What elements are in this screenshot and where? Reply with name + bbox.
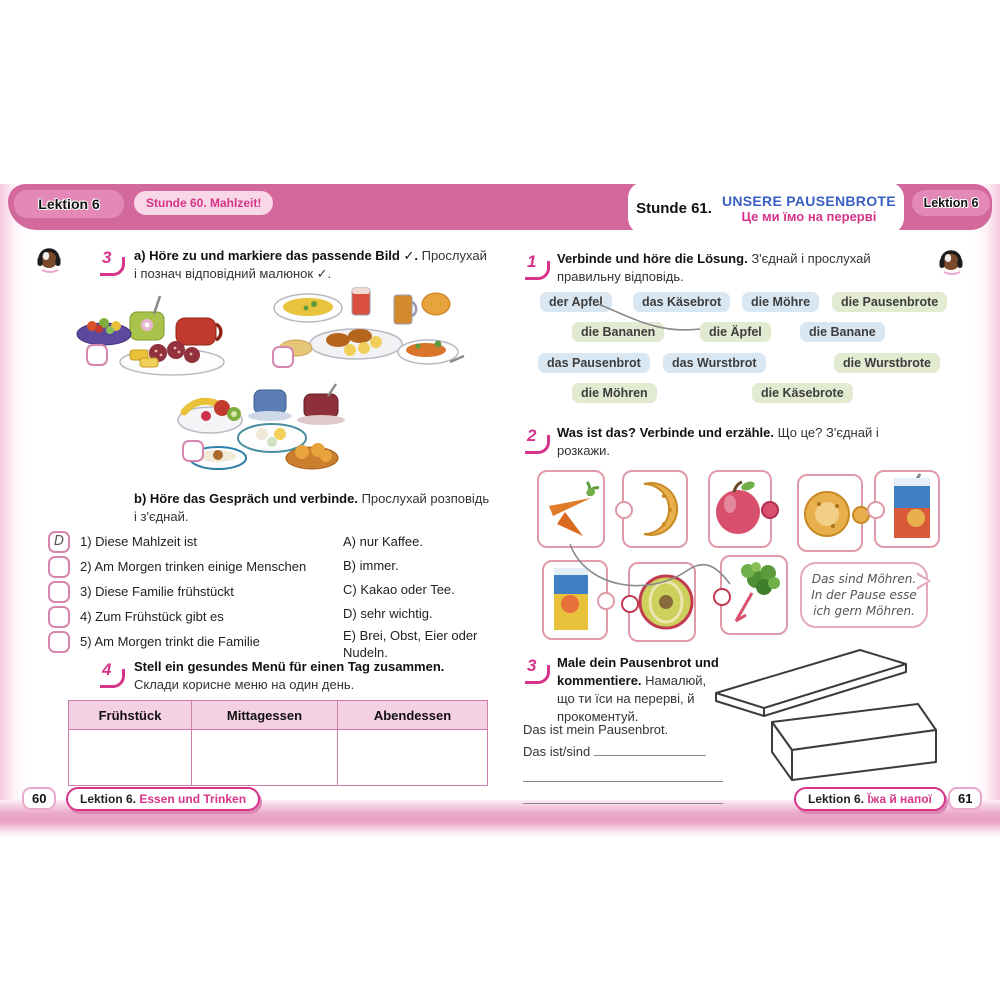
match-option-d[interactable]: D) sehr wichtig. [343, 606, 433, 621]
answer-box-3[interactable] [48, 581, 70, 603]
writing-blank-2[interactable] [523, 768, 723, 782]
task4-instruction-ukrainian: Склади корисне меню на один день. [134, 676, 355, 692]
task1-instruction-ukrainian: З'єднай і прослухай правильну відповідь. [557, 251, 871, 284]
task3a-instruction-german: a) Höre zu und markiere das passende Bild ✓. [134, 248, 418, 263]
task3b-instruction [134, 490, 492, 526]
menu-header-abendessen: Abendessen [337, 701, 487, 730]
menu-header-mittagessen: Mittagessen [192, 701, 338, 730]
task-number: 4 [102, 660, 112, 679]
task3-right-instruction-german: Male dein Pausenbrot und kommentiere. [557, 655, 719, 688]
task4-instruction-german: Stell ein gesundes Menü für einen Tag zusammen. [134, 659, 445, 674]
menu-cell-mittagessen[interactable] [192, 730, 338, 786]
sentence-line-2-text: Das ist/sind [523, 744, 591, 759]
task2-instruction-german: Was ist das? Verbinde und erzähle. [557, 425, 774, 440]
lesson-title-ukrainian: Це ми їмо на перерві [741, 208, 877, 224]
page-edge-left [0, 184, 26, 824]
writing-blank-1[interactable] [594, 742, 706, 756]
puzzle-piece-juicebox-top[interactable] [874, 470, 940, 548]
task-number: 2 [527, 426, 537, 445]
task1-instruction [557, 250, 887, 286]
footer-topic-label: Essen und Trinken [139, 792, 247, 806]
sentence-line-2 [523, 742, 706, 759]
match-option-a[interactable]: A) nur Kaffee. [343, 534, 423, 549]
match-option-b[interactable]: B) immer. [343, 558, 399, 573]
puzzle-piece-carrots[interactable] [537, 470, 605, 548]
task3-right-instruction-ukrainian: Намалюй, що ти їси на перерві, й прокоментуй. [557, 672, 707, 724]
match-item-2[interactable]: 2) Am Morgen trinken einige Menschen [80, 559, 307, 574]
match-option-e[interactable]: E) Brei, Obst, Eier oder Nudeln. [343, 628, 478, 660]
meal-image-supper [72, 288, 252, 380]
task3a-instruction [134, 247, 490, 283]
word-chip-die-bananen[interactable]: die Bananen [572, 322, 664, 342]
image-checkbox-1[interactable] [86, 344, 108, 366]
task1-instruction-german: Verbinde und höre die Lösung. [557, 251, 748, 266]
lektion-tab-right: Lektion 6 [912, 190, 990, 216]
lektion-tab-left: Lektion 6 [14, 190, 124, 218]
match-item-4[interactable]: 4) Zum Frühstück gibt es [80, 609, 224, 624]
menu-table [68, 700, 488, 786]
match-option-c[interactable]: C) Kakao oder Tee. [343, 582, 455, 597]
task-number: 3 [102, 248, 112, 267]
footer-right [794, 787, 946, 811]
word-chip-das-kaesebrot[interactable]: das Käsebrot [633, 292, 730, 312]
word-chip-die-banane[interactable]: die Banane [800, 322, 885, 342]
headphones-icon [36, 244, 62, 274]
task2-badge [523, 425, 549, 451]
task3a-instruction-ukrainian: Прослухай і познач відповідний малюнок ✓. [134, 248, 487, 281]
speech-bubble: Das sind Möhren. In der Pause esse ich gern Möhren. [800, 562, 928, 628]
image-checkbox-3[interactable] [182, 440, 204, 462]
word-chip-die-aepfel[interactable]: die Äpfel [700, 322, 771, 342]
lunchbox-drawing[interactable] [706, 638, 942, 788]
stunde-61-label: Stunde 61. [636, 199, 712, 217]
match-item-3[interactable]: 3) Diese Familie frühstückt [80, 584, 234, 599]
word-chip-die-wurstbrote[interactable]: die Wurstbrote [834, 353, 940, 373]
task1-badge [523, 251, 549, 277]
task-number: 1 [527, 252, 537, 271]
lesson-title-german: UNSERE PAUSENBROTE [721, 192, 896, 209]
answer-box-5[interactable] [48, 631, 70, 653]
word-chip-das-wurstbrot[interactable]: das Wurstbrot [663, 353, 766, 373]
word-chip-die-moehre[interactable]: die Möhre [742, 292, 819, 312]
task2-instruction [557, 424, 897, 460]
image-checkbox-2[interactable] [272, 346, 294, 368]
menu-cell-abendessen[interactable] [337, 730, 487, 786]
word-chip-die-pausenbrote[interactable]: die Pausenbrote [832, 292, 947, 312]
task4-badge [98, 659, 124, 685]
match-line-apfel [588, 300, 708, 338]
word-chip-die-kaesebrote[interactable]: die Käsebrote [752, 383, 853, 403]
page-number-left: 60 [22, 787, 56, 810]
word-chip-der-apfel[interactable]: der Apfel [540, 292, 612, 312]
puzzle-piece-cookie[interactable] [797, 474, 863, 552]
menu-header-fruehstueck: Frühstück [69, 701, 192, 730]
menu-cell-fruehstueck[interactable] [69, 730, 192, 786]
task2-instruction-ukrainian: Що це? З'єднай і розкажи. [557, 425, 879, 458]
writing-blank-3[interactable] [523, 790, 723, 804]
puzzle-piece-bread[interactable] [622, 470, 688, 548]
footer-lektion-label: Lektion 6. [80, 792, 137, 806]
stunde-60-pill: Stunde 60. Mahlzeit! [134, 191, 273, 215]
page-number-right: 61 [948, 787, 982, 810]
puzzle-piece-apple[interactable] [708, 470, 772, 548]
sentence-line-1: Das ist mein Pausenbrot. [523, 722, 669, 737]
match-item-5[interactable]: 5) Am Morgen trinkt die Familie [80, 634, 260, 649]
answer-box-4[interactable] [48, 606, 70, 628]
footer-lektion-label: Lektion 6. [808, 792, 865, 806]
word-chip-die-moehren[interactable]: die Möhren [572, 383, 657, 403]
task4-instruction [134, 658, 490, 694]
stunde-61-title-box [628, 182, 904, 234]
meal-image-lunch [268, 282, 468, 380]
task3-left-badge [98, 247, 124, 273]
page-edge-right [974, 184, 1000, 824]
answer-box-2[interactable] [48, 556, 70, 578]
answer-box-1[interactable]: D [48, 531, 70, 553]
task3-right-badge [523, 655, 549, 681]
footer-topic-label: Їжа й напої [867, 792, 932, 806]
meal-image-breakfast [170, 382, 365, 478]
task-number: 3 [527, 656, 537, 675]
match-item-1[interactable]: 1) Diese Mahlzeit ist [80, 534, 198, 549]
task3b-instruction-ukrainian: Прослухай розповідь і з'єднай. [134, 491, 490, 524]
task3b-instruction-german: b) Höre das Gespräch und verbinde. [134, 491, 358, 506]
task3-right-instruction [557, 654, 725, 726]
footer-left [66, 787, 260, 811]
headphones-icon [938, 246, 964, 276]
word-chip-das-pausenbrot[interactable]: das Pausenbrot [538, 353, 650, 373]
